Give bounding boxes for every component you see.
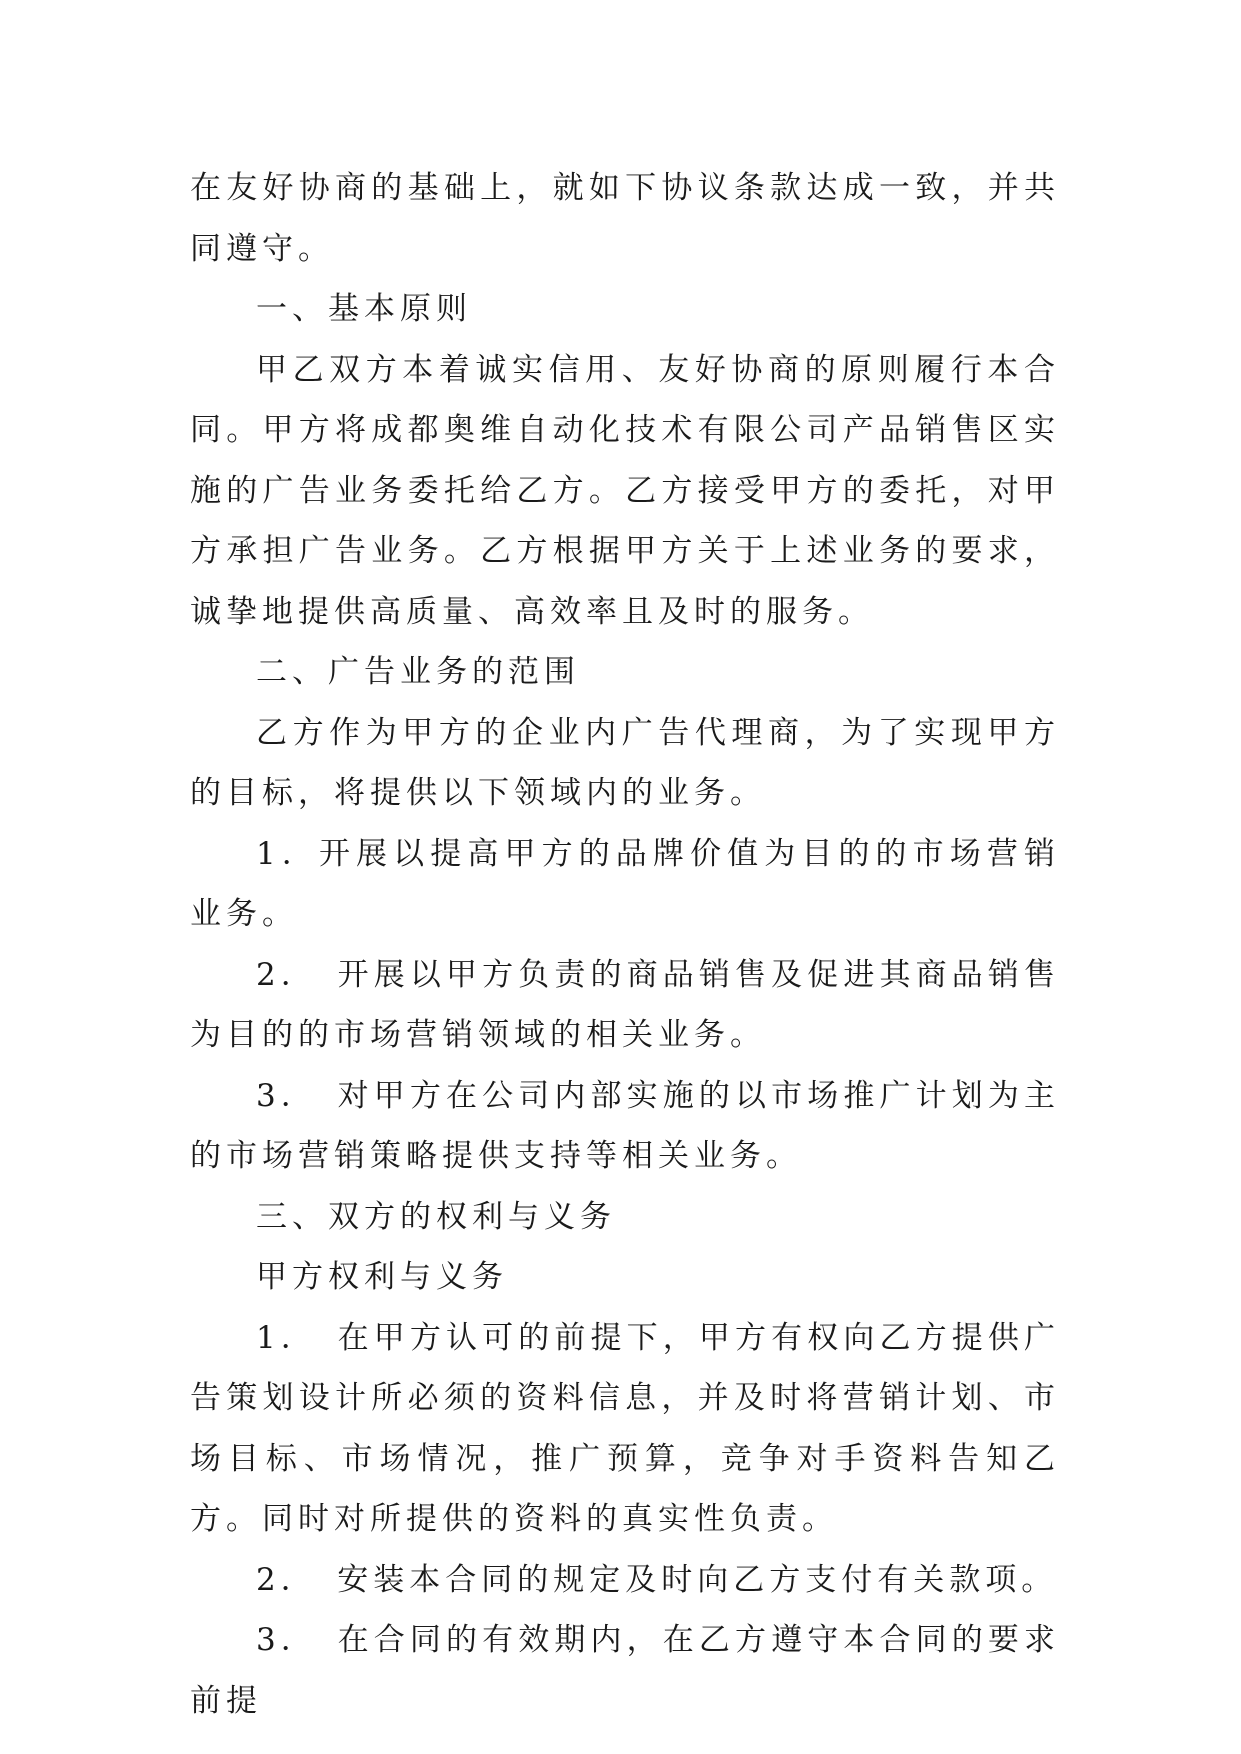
section-heading-rights-obligations: 三、双方的权利与义务	[256, 1198, 616, 1235]
section-heading-basic-principles: 一、基本原则	[256, 291, 472, 327]
document-body	[190, 158, 1060, 1731]
scope-list-item-2: 2． 开展以甲方负责的商品销售及促进其商品销售为目的的市场营销领域的相关业务。	[190, 956, 1060, 1053]
paragraph-scope: 乙方作为甲方的企业内广告代理商，为了实现甲方的目标，将提供以下领域内的业务。	[190, 714, 1060, 811]
scope-list-item-1: 1．开展以提高甲方的品牌价值为目的的市场营销业务。	[190, 835, 1060, 932]
party-a-list-item-1: 1． 在甲方认可的前提下，甲方有权向乙方提供广告策划设计所必须的资料信息，并及时将营销计划、市场目标、市场情况，推广预算，竞争对手资料告知乙方。同时对所提供的资料的真实性负责。	[190, 1319, 1060, 1537]
party-a-list-item-3: 3． 在合同的有效期内，在乙方遵守本合同的要求前提	[190, 1622, 1060, 1719]
subheading-party-a: 甲方权利与义务	[256, 1259, 508, 1295]
party-a-list-item-2: 2． 安装本合同的规定及时向乙方支付有关款项。	[256, 1561, 1058, 1598]
paragraph-intro-continuation: 在友好协商的基础上，就如下协议条款达成一致，并共同遵守。	[190, 170, 1060, 267]
paragraph-principles: 甲乙双方本着诚实信用、友好协商的原则履行本合同。甲方将成都奥维自动化技术有限公司产品销售区实施的广告业务委托给乙方。乙方接受甲方的委托，对甲方承担广告业务。乙方根据甲方关于上述业务的要求，诚挚地提供高质量、高效率且及时的服务。	[190, 351, 1060, 630]
section-heading-business-scope: 二、广告业务的范围	[256, 654, 580, 690]
scope-list-item-3: 3． 对甲方在公司内部实施的以市场推广计划为主的市场营销策略提供支持等相关业务。	[190, 1077, 1060, 1174]
